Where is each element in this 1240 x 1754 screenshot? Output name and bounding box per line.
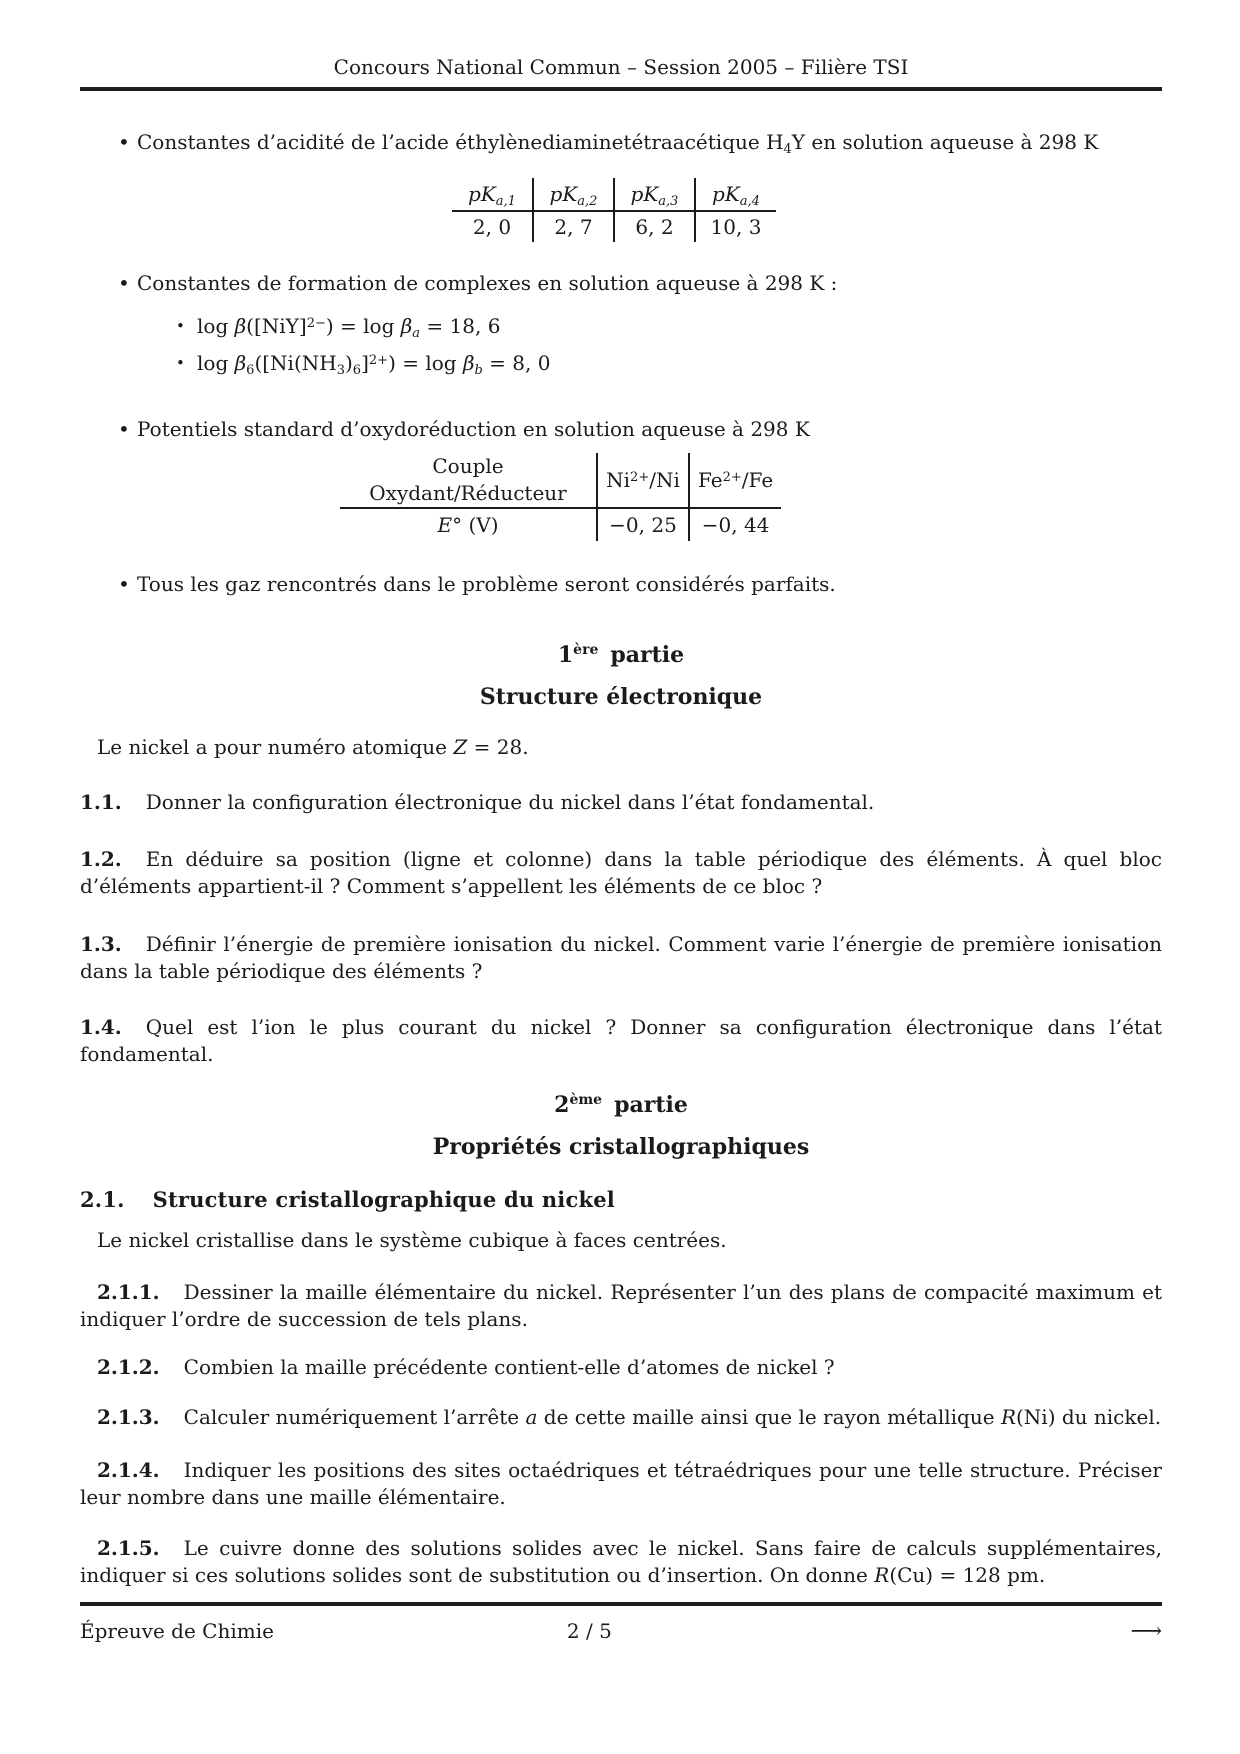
question-1-1 <box>80 789 1162 816</box>
page-header <box>80 0 1162 91</box>
pka-header-cell: $pK_{a,3}$ <box>614 178 695 211</box>
question-2-1-2 <box>80 1354 1162 1381</box>
question-text: En déduire sa position (ligne et colonne) dans la table périodique des éléments. À quel bloc d’éléments appartient-il ? Comment s’appellent les éléments de ce bloc ? <box>80 847 1162 898</box>
bullet-text: Tous les gaz rencontrés dans le problème seront considérés parfaits. <box>137 572 836 596</box>
bullet-icon: • <box>118 271 130 295</box>
pka-value-row <box>452 211 776 242</box>
redox-value-ni: −0, 25 <box>597 508 689 541</box>
bullet-text: Potentiels standard d’oxydoréduction en solution aqueuse à 298 K <box>137 417 810 441</box>
question-number: 1.4. <box>80 1015 122 1039</box>
pka-value-cell: 2, 0 <box>472 214 512 239</box>
question-text: Dessiner la maille élémentaire du nickel. Représenter l’un des plans de compacité maximum et indiquer l’ordre de succession de tels plans. <box>80 1280 1162 1331</box>
sub-bullet-item <box>80 311 1162 341</box>
redox-value-fe: −0, 44 <box>689 508 781 541</box>
sub-bullet-icon: • <box>176 317 185 335</box>
question-number: 1.1. <box>80 790 122 814</box>
document-title: Concours National Commun – Session 2005 – Filière TSI <box>333 55 909 79</box>
question-number: 1.2. <box>80 847 122 871</box>
bullet-icon: • <box>118 572 130 596</box>
redox-header-fe: $Fe^{2+}/Fe$ <box>689 453 781 508</box>
part-ordinal: ère <box>573 642 599 658</box>
question-text: Définir l’énergie de première ionisation du nickel. Comment varie l’énergie de première ionisation dans la table périodique des éléments ? <box>80 932 1162 983</box>
part-word: partie <box>614 1092 688 1118</box>
part-1-intro: Le nickel a pour numéro atomique Z = 28. <box>97 735 529 759</box>
pka-header-cell: $pK_{a,1}$ <box>452 178 533 211</box>
pka-header-cell: $pK_{a,2}$ <box>533 178 614 211</box>
pka-header-cell: $pK_{a,4}$ <box>695 178 776 211</box>
formation-sub-list <box>80 311 1162 378</box>
bullet-text: Constantes d’acidité de l’acide éthylènediaminetétraacétique $H_4Y$ en solution aqueuse à 298 K <box>137 130 1099 157</box>
part-word: partie <box>610 642 685 668</box>
part-2-subtitle: Propriétés cristallographiques <box>432 1134 810 1160</box>
part-2-intro: Le nickel cristallise dans le système cubique à faces centrées. <box>97 1228 727 1252</box>
pka-value-cell: 2, 7 <box>533 211 614 242</box>
bullet-icon: • <box>118 130 130 154</box>
pka-value-cell: 10, 3 <box>695 211 776 242</box>
part-number: 1 <box>557 642 574 668</box>
redox-row-label: E° (V) <box>437 512 499 537</box>
question-text: Calculer numériquement l’arrête a de cette maille ainsi que le rayon métallique R(Ni) du nickel. <box>183 1405 1162 1429</box>
question-text: Le cuivre donne des solutions solides avec le nickel. Sans faire de calculs supplémentaires, indiquer si ces solutions solides sont de substitution ou d’insertion. On donne R(Cu) = 128 pm. <box>80 1536 1162 1587</box>
redox-header-row <box>340 453 781 508</box>
bullet-item-gases <box>80 571 1162 598</box>
question-text: Quel est l’ion le plus courant du nickel ? Donner sa configuration électronique dans l’état fondamental. <box>80 1015 1162 1066</box>
question-text: Indiquer les positions des sites octaédriques et tétraédriques pour une telle structure. Préciser leur nombre dans une maille élémentaire. <box>80 1458 1162 1509</box>
redox-table <box>340 453 781 541</box>
question-1-4 <box>80 1014 1162 1068</box>
sub-bullet-icon: • <box>176 354 185 372</box>
question-number: 2.1.5. <box>97 1536 160 1560</box>
question-1-2 <box>80 846 1162 900</box>
question-number: 2.1.3. <box>97 1405 160 1429</box>
question-2-1-1 <box>80 1279 1162 1333</box>
footer-document-name: Épreuve de Chimie <box>80 1619 274 1643</box>
bullet-icon: • <box>118 417 130 441</box>
question-2-1-3 <box>80 1404 1162 1431</box>
footer-page-number: 2 / 5 <box>566 1619 612 1643</box>
pka-table <box>452 178 776 242</box>
question-number: 1.3. <box>80 932 122 956</box>
question-2-1-5 <box>80 1535 1162 1589</box>
pka-header-row <box>452 178 776 211</box>
redox-header-couple: Couple Oxydant/Réducteur <box>340 453 597 508</box>
bullet-item-formation <box>80 270 1162 297</box>
question-number: 2.1.1. <box>97 1280 160 1304</box>
redox-value-row <box>340 508 781 541</box>
page-footer <box>80 1602 1162 1645</box>
sub-bullet-item <box>80 348 1162 378</box>
formula-log-beta-niy: $\log \beta([NiY]^{2-}) = \log \beta_a = 18$, 6 <box>197 314 501 341</box>
formula-log-beta-ninh3: $\log \beta_6([Ni(NH_3)_6]^{2+}) = \log \beta_b = 8$, 0 <box>197 351 551 378</box>
question-2-1-4 <box>80 1457 1162 1511</box>
question-text: Donner la configuration électronique du nickel dans l’état fondamental. <box>145 790 875 814</box>
bullet-text: Constantes de formation de complexes en solution aqueuse à 298 K : <box>137 271 838 295</box>
part-ordinal: ème <box>569 1092 603 1108</box>
section-number: 2.1. <box>80 1187 125 1212</box>
redox-header-ni: $Ni^{2+}/Ni$ <box>597 453 689 508</box>
part-1-subtitle: Structure électronique <box>479 684 763 710</box>
part-1-heading <box>80 640 1162 670</box>
part-2-heading <box>80 1090 1162 1120</box>
footer-row <box>80 1618 1162 1645</box>
question-number: 2.1.4. <box>97 1458 160 1482</box>
bullet-item-acidity <box>80 129 1162 156</box>
question-1-3 <box>80 931 1162 985</box>
pka-value-cell: 6, 2 <box>614 211 695 242</box>
section-2-1-heading <box>80 1186 1162 1214</box>
bullet-item-potentials <box>80 416 1162 443</box>
question-text: Combien la maille précédente contient-elle d’atomes de nickel ? <box>183 1355 835 1379</box>
footer-next-page-arrow: ⟶ <box>1130 1619 1162 1644</box>
part-number: 2 <box>554 1092 570 1118</box>
question-number: 2.1.2. <box>97 1355 160 1379</box>
section-title: Structure cristallographique du nickel <box>152 1187 615 1212</box>
